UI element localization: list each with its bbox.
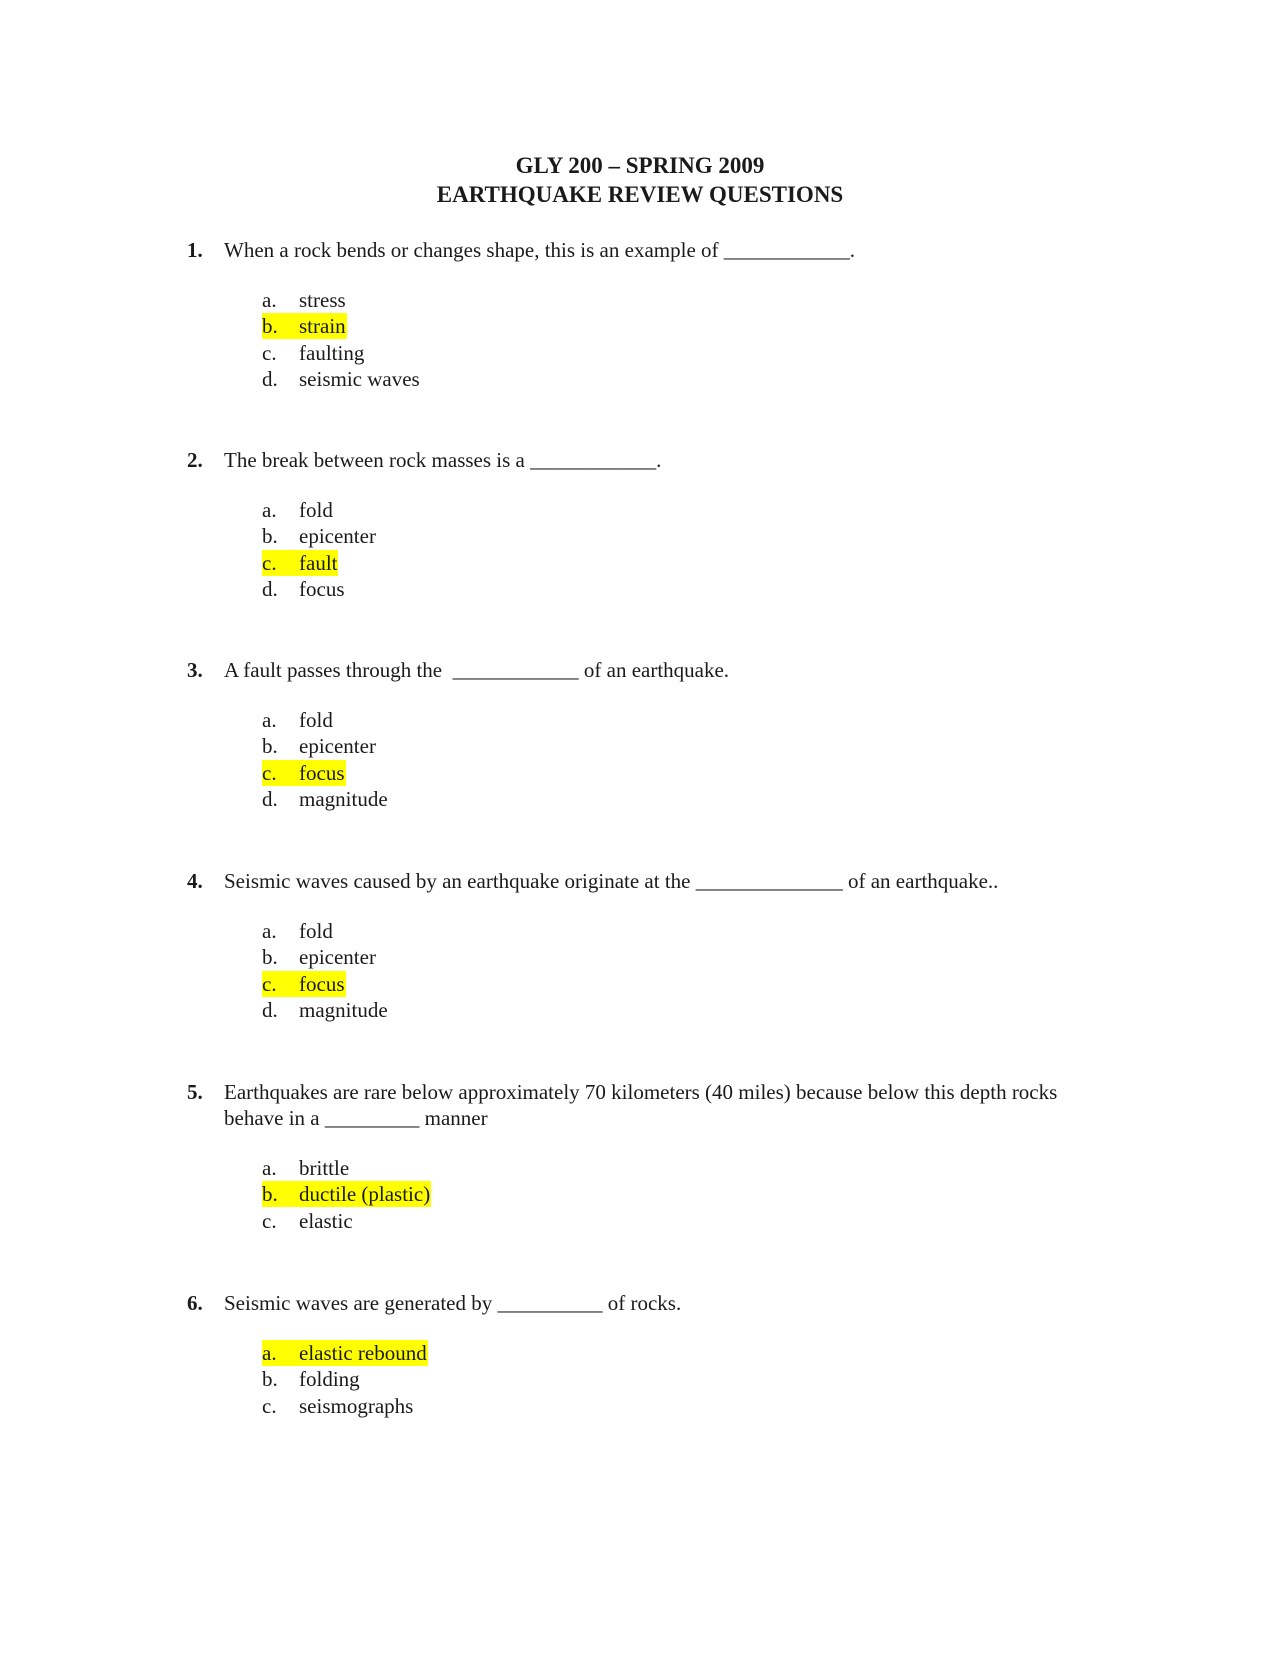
option-text: magnitude [299,786,388,811]
document-title-line-2: EARTHQUAKE REVIEW QUESTIONS [436,182,844,207]
question-number: 4. [187,869,203,893]
option-letter: a. [262,1341,277,1365]
option-letter: c. [262,1393,277,1418]
option-letter: d. [262,366,278,391]
option-text: epicenter [299,734,376,759]
answer-option [262,760,389,786]
option-text: focus [299,576,345,601]
answer-option [262,1340,428,1366]
answer-option [262,1181,431,1207]
answer-option [262,550,377,576]
option-letter: c. [262,760,277,785]
option-text: fault [299,550,338,575]
question-number: 1. [187,238,203,262]
document-title-line-1: GLY 200 – SPRING 2009 [515,153,765,178]
answer-option [262,497,377,523]
option-letter: b. [262,314,278,339]
answer-option [262,366,421,392]
answer-option [262,1155,431,1181]
option-text: folding [299,1367,360,1392]
option-text: fold [299,498,333,522]
option-letter: b. [262,524,278,549]
option-letter: c. [262,971,277,996]
option-text: epicenter [299,945,376,970]
option-letter: d. [262,997,278,1022]
option-text: focus [299,971,345,996]
question-text: Seismic waves are generated by __________ of rocks. [224,1291,682,1315]
answer-option [262,340,421,366]
option-text: fold [299,708,333,732]
question-number: 3. [187,658,203,682]
option-letter: a. [262,919,277,943]
answer-option [262,918,389,944]
answer-option [262,1393,428,1419]
option-text: strain [299,314,346,339]
option-letter: b. [262,1182,278,1207]
answer-option [262,523,377,549]
option-text: seismographs [299,1393,414,1418]
question-number: 5. [187,1080,203,1104]
answer-options [262,1155,431,1234]
option-letter: a. [262,288,277,312]
question-text: Seismic waves caused by an earthquake originate at the ______________ of an earthquake.. [224,869,999,893]
option-text: elastic [299,1208,353,1233]
option-text: magnitude [299,997,388,1022]
option-letter: c. [262,340,277,365]
option-text: focus [299,760,345,785]
option-text: ductile (plastic) [299,1182,431,1207]
answer-option [262,287,421,313]
answer-options [262,918,389,1023]
question-text: A fault passes through the ____________ of an earthquake. [224,658,730,682]
answer-option [262,997,389,1023]
option-letter: a. [262,498,277,522]
question-number: 6. [187,1291,203,1315]
option-letter: b. [262,945,278,970]
answer-option [262,944,389,970]
question-text: The break between rock masses is a ____________. [224,448,662,472]
option-letter: a. [262,708,277,732]
option-letter: b. [262,1367,278,1392]
option-text: epicenter [299,524,376,549]
option-letter: d. [262,576,278,601]
answer-option [262,971,389,997]
answer-option [262,733,389,759]
option-text: stress [299,288,346,312]
option-letter: a. [262,1156,277,1180]
option-text: brittle [299,1156,350,1180]
question-number: 2. [187,448,203,472]
answer-option [262,313,421,339]
option-letter: c. [262,1208,277,1233]
option-text: elastic rebound [299,1341,427,1365]
option-letter: d. [262,786,278,811]
answer-option [262,576,377,602]
option-letter: c. [262,550,277,575]
answer-options [262,707,389,812]
question-text: Earthquakes are rare below approximately 70 kilometers (40 miles) because below this depth rocks behave in a _________ manner [224,1080,1058,1130]
question-text: When a rock bends or changes shape, this is an example of ____________. [224,238,856,262]
answer-options [262,287,421,392]
answer-option [262,1366,428,1392]
option-text: faulting [299,340,365,365]
answer-options [262,497,377,602]
answer-options [262,1340,428,1419]
answer-option [262,786,389,812]
option-text: seismic waves [299,366,420,391]
option-letter: b. [262,734,278,759]
option-text: fold [299,919,333,943]
answer-option [262,707,389,733]
answer-option [262,1208,431,1234]
